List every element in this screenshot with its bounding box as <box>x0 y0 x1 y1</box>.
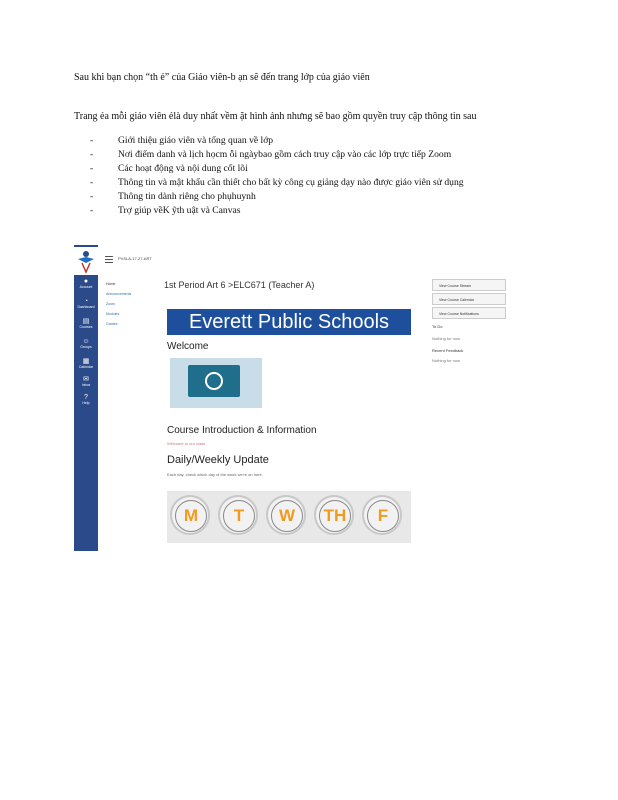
dashboard-icon[interactable]: ◔ Dashboard <box>77 298 95 309</box>
bullet-item: - Các hoạt động và nội dung cốt lõi <box>90 163 248 174</box>
todo-item: Nothing for now <box>432 336 461 341</box>
course-nav-item[interactable]: Grades <box>106 322 118 326</box>
view-course-notifications-button[interactable]: View Course Notifications <box>432 307 506 319</box>
bullet-item: - Thông tin và mật khẩu cần thiết cho bất kỳ công cụ giảng dạy nào được giáo viên sử dụng <box>90 177 464 188</box>
bullet-item: - Nơi điểm danh và lịch họcm ỗi ngàybao gồm cách truy cập vào các lớp trực tiếp Zoom <box>90 149 452 160</box>
view-course-calendar-button[interactable]: View Course Calendar <box>432 293 506 305</box>
bullet-item: - Trợ giúp vềK ỹth uật và Canvas <box>90 205 241 216</box>
course-nav <box>106 279 131 329</box>
day-button[interactable]: F <box>362 495 402 535</box>
intro-link[interactable]: Welcome to our class <box>167 441 206 446</box>
global-nav <box>74 245 98 551</box>
canvas-screenshot <box>74 245 512 551</box>
bullet-item: - Giới thiệu giáo viên và tổng quan về lớp <box>90 135 274 146</box>
course-nav-item[interactable]: Modules <box>106 312 120 316</box>
todo-heading: To Do <box>432 324 443 329</box>
day-button[interactable]: T <box>218 495 258 535</box>
weekday-buttons <box>167 491 411 543</box>
paragraph-text: Trang ẻa mỗi giáo viên ẻlà duy nhất vềm ặt hình ảnh nhưng sẽ bao gồm quyền truy cập thông tin sau <box>74 111 477 122</box>
view-course-stream-button[interactable]: View Course Stream <box>432 279 506 291</box>
course-nav-item[interactable]: Zoom <box>106 302 115 306</box>
course-intro-heading: Course Introduction & Information <box>167 425 317 436</box>
day-button[interactable]: TH <box>314 495 354 535</box>
course-breadcrumb[interactable]: PVSLA-17-27-ART <box>118 256 152 261</box>
help-icon[interactable]: ? Help <box>82 394 90 405</box>
bullet-item: - Thông tin dành riêng cho phụhuynh <box>90 191 256 202</box>
welcome-heading: Welcome <box>167 341 209 352</box>
page-title: 1st Period Art 6 >ELC671 (Teacher A) <box>164 280 315 290</box>
groups-icon[interactable]: ☺ Groups <box>80 338 92 349</box>
school-banner: Everett Public Schools <box>167 309 411 335</box>
inbox-icon[interactable]: ✉ Inbox <box>81 376 91 387</box>
intro-text: Sau khi bạn chọn “th ẻ” của Giáo viên-b ạn sẽ đến trang lớp của giáo viên <box>74 72 370 83</box>
hamburger-icon[interactable] <box>105 256 113 263</box>
day-button[interactable]: W <box>266 495 306 535</box>
course-nav-item[interactable]: Announcements <box>106 292 132 296</box>
day-button[interactable]: M <box>170 495 210 535</box>
school-logo <box>74 247 98 275</box>
daily-note: Each day, check which day of the week we're on here. <box>167 472 263 477</box>
calendar-icon[interactable]: ▦ Calendar <box>78 358 94 369</box>
daily-update-heading: Daily/Weekly Update <box>167 454 269 466</box>
course-nav-item[interactable]: Home <box>106 282 116 286</box>
recent-feedback-heading: Recent Feedback <box>432 348 464 353</box>
courses-icon[interactable]: ▤ Courses <box>79 318 93 329</box>
feedback-item: Nothing for now <box>432 358 461 363</box>
account-icon[interactable]: ● Account <box>79 278 93 289</box>
play-icon[interactable] <box>205 372 223 390</box>
welcome-video[interactable] <box>170 358 262 408</box>
